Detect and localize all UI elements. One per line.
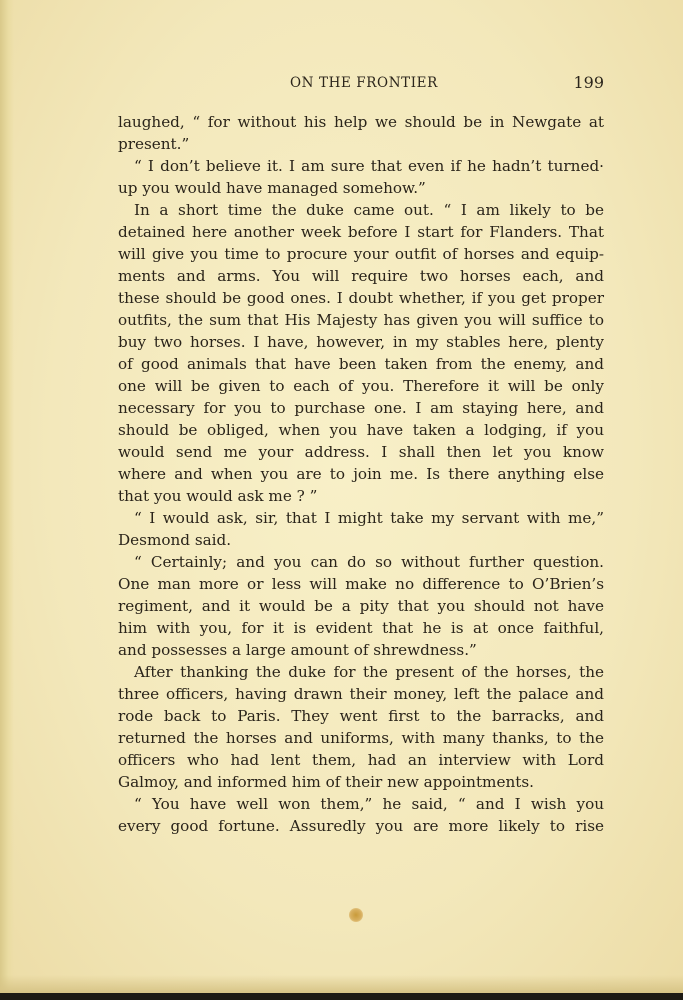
text-line: outfits, the sum that His Majesty has given you will suffice to: [118, 311, 604, 329]
text-line: Galmoy, and informed him of their new appointments.: [118, 773, 534, 791]
chapter-title: ON THE FRONTIER: [290, 75, 438, 91]
text-line: will give you time to procure your outfit of horses and equip-: [118, 245, 604, 263]
text-line: After thanking the duke for the present of the horses, the: [134, 663, 604, 681]
text-line: necessary for you to purchase one. I am staying here, and: [118, 399, 604, 417]
page-bottom-edge: [0, 993, 683, 1000]
text-line: three officers, having drawn their money, left the palace and: [118, 685, 604, 703]
text-line: where and when you are to join me. Is there anything else: [118, 465, 604, 483]
text-line: every good fortune. Assuredly you are more likely to rise: [118, 817, 604, 835]
page-number: 199: [573, 73, 604, 92]
text-line: would send me your address. I shall then let you know: [118, 443, 604, 461]
running-head: [118, 73, 604, 95]
text-line: One man more or less will make no difference to O’Brien’s: [118, 575, 604, 593]
text-line: one will be given to each of you. Therefore it will be only: [118, 377, 604, 395]
paper-stain: [349, 908, 363, 922]
text-line: ments and arms. You will require two horses each, and: [118, 267, 604, 285]
page-bottom-shade: [0, 975, 683, 993]
text-line: present.”: [118, 135, 190, 153]
text-line: buy two horses. I have, however, in my stables here, plenty: [118, 333, 604, 351]
text-line: rode back to Paris. They went first to the barracks, and: [118, 707, 604, 725]
text-line: “ You have well won them,” he said, “ and I wish you: [134, 795, 604, 813]
text-line: should be obliged, when you have taken a lodging, if you: [118, 421, 604, 439]
text-line: returned the horses and uniforms, with many thanks, to the: [118, 729, 604, 747]
text-line: of good animals that have been taken from the enemy, and: [118, 355, 604, 373]
body-text: [118, 111, 604, 837]
text-line: up you would have managed somehow.”: [118, 179, 426, 197]
text-line: detained here another week before I start for Flanders. That: [118, 223, 604, 241]
text-line: Desmond said.: [118, 531, 232, 549]
text-line: “ I would ask, sir, that I might take my servant with me,”: [134, 509, 604, 527]
text-line: “ I don’t believe it. I am sure that even if he hadn’t turned·: [134, 157, 604, 175]
text-line: and possesses a large amount of shrewdness.”: [118, 641, 477, 659]
text-line: regiment, and it would be a pity that you should not have: [118, 597, 604, 615]
text-line: “ Certainly; and you can do so without further question.: [134, 553, 604, 571]
text-line: him with you, for it is evident that he is at once faithful,: [118, 619, 604, 637]
text-line: In a short time the duke came out. “ I am likely to be: [134, 201, 604, 219]
text-line: these should be good ones. I doubt whether, if you get proper: [118, 289, 604, 307]
text-line: laughed, “ for without his help we should be in Newgate at: [118, 113, 604, 131]
page-left-edge: [0, 0, 14, 1000]
text-line: officers who had lent them, had an interview with Lord: [118, 751, 604, 769]
text-line: that you would ask me ? ”: [118, 487, 318, 505]
